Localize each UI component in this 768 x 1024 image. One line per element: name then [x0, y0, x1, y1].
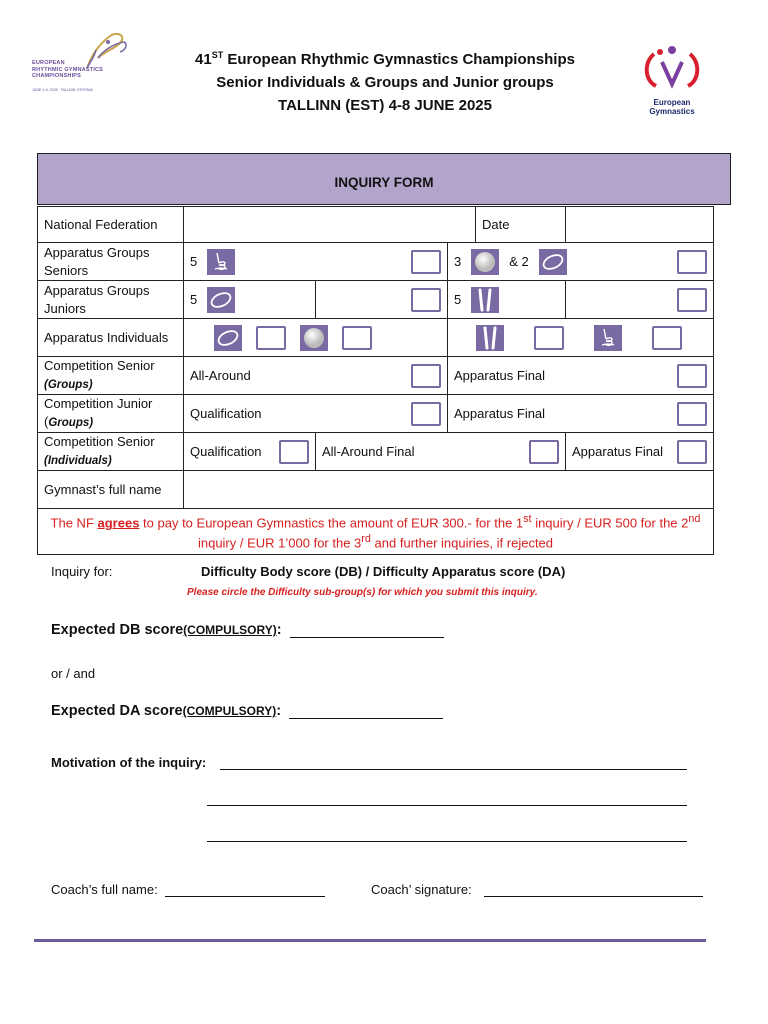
seniors-count-5: 5 [190, 254, 198, 269]
senior-individuals-apparatus-final-checkbox[interactable] [677, 440, 707, 464]
or-and-label: or / and [51, 666, 96, 681]
gymnast-full-name-field[interactable] [184, 471, 714, 509]
seniors-count-3: 3 [454, 254, 462, 269]
table-row [38, 357, 714, 395]
ribbon-icon [594, 325, 622, 351]
table-row [38, 243, 714, 281]
competition-senior-individuals-text: Competition Senior [44, 434, 155, 449]
fee-notice-row [38, 509, 714, 555]
date-field[interactable] [566, 207, 714, 243]
apparatus-groups-seniors-label: Apparatus Groups Seniors [38, 243, 184, 281]
competition-senior-groups-text: Competition Senior [44, 358, 155, 373]
seniors-ball-hoop-checkbox[interactable] [677, 250, 707, 274]
expected-db-label: Expected DB score [51, 622, 184, 638]
expected-da-row [51, 703, 443, 719]
coach-name-label: Coach’s full name: [51, 882, 158, 897]
junior-groups-paren: ( [44, 414, 49, 429]
clubs-icon [476, 325, 504, 351]
apparatus-individuals-label: Apparatus Individuals [38, 319, 184, 357]
apparatus-final-label: Apparatus Final [572, 444, 664, 459]
championships-logo-subtext: JUNE 4-8, 2025 · TALLINN, ESTONIA [32, 88, 93, 92]
hoop-icon [539, 249, 567, 275]
coach-signature-field[interactable] [484, 896, 703, 897]
qualification-label: Qualification [190, 444, 262, 459]
individuals-hoop-checkbox[interactable] [256, 326, 286, 350]
seniors-ribbon-checkbox[interactable] [411, 250, 441, 274]
expected-da-field[interactable] [289, 705, 443, 719]
table-row [38, 319, 714, 357]
individuals-tag: (Individuals) [44, 455, 112, 467]
gymnast-full-name-label: Gymnast’s full name [38, 471, 184, 509]
motivation-label: Motivation of the inquiry: [51, 755, 207, 770]
juniors-hoop-checkbox[interactable] [411, 288, 441, 312]
table-row [38, 471, 714, 509]
table-row [38, 281, 714, 319]
expected-db-row [51, 622, 444, 638]
date-label [476, 207, 566, 243]
fee-notice: The NF agrees to pay to European Gymnastics the amount of EUR 300.- for the 1st inquiry / EUR 500 for the 2nd inquiry / EUR 1’000 for the 3rd and further inquiries, if rejected [38, 509, 714, 555]
motivation-line-2[interactable] [207, 805, 687, 806]
qualification-label: Qualification [190, 406, 262, 421]
compulsory-tag: (COMPULSORY) [182, 704, 277, 718]
hoop-icon [214, 325, 242, 351]
ball-icon [471, 249, 499, 275]
senior-groups-apparatus-final-checkbox[interactable] [677, 364, 707, 388]
senior-groups-all-around-checkbox[interactable] [411, 364, 441, 388]
table-row [38, 395, 714, 433]
expected-db-field[interactable] [290, 624, 444, 638]
individuals-ball-checkbox[interactable] [342, 326, 372, 350]
apparatus-final-label: Apparatus Final [454, 368, 546, 383]
coach-name-field[interactable] [165, 896, 325, 897]
circle-note: Please circle the Difficulty sub-group(s) for which you submit this inquiry. [187, 587, 538, 598]
inquiry-table [37, 206, 714, 555]
junior-groups-qualification-checkbox[interactable] [411, 402, 441, 426]
groups-tag: (Groups) [44, 379, 93, 391]
juniors-clubs-checkbox[interactable] [677, 288, 707, 312]
inquiry-for-label: Inquiry for: [51, 564, 113, 579]
junior-groups-apparatus-final-checkbox[interactable] [677, 402, 707, 426]
national-federation-label: National Federation [38, 207, 184, 243]
motivation-line-3[interactable] [207, 841, 687, 842]
coach-signature-label: Coach’ signature: [371, 882, 472, 897]
european-gymnastics-logo [640, 40, 704, 120]
apparatus-groups-juniors-label: Apparatus Groups Juniors [38, 281, 184, 319]
competition-junior-groups-text: Competition Junior [44, 396, 153, 411]
expected-da-label: Expected DA score [51, 703, 183, 719]
competition-senior-individuals-label [38, 433, 184, 471]
european-gymnastics-logo-icon [640, 40, 704, 98]
juniors-count-5b: 5 [454, 292, 462, 307]
clubs-icon [471, 287, 499, 313]
colon: : [276, 703, 282, 719]
senior-individuals-all-around-final-checkbox[interactable] [529, 440, 559, 464]
inquiry-for-value: Difficulty Body score (DB) / Difficulty Apparatus score (DA) [201, 564, 566, 579]
footer-divider [34, 939, 706, 942]
colon: : [276, 622, 282, 638]
competition-senior-groups-label [38, 357, 184, 395]
table-row [38, 207, 714, 243]
all-around-final-label: All-Around Final [322, 444, 415, 459]
hoop-icon [207, 287, 235, 313]
european-gymnastics-logo-text: European Gymnastics [649, 98, 695, 116]
form-title: INQUIRY FORM [334, 175, 434, 190]
individuals-ribbon-checkbox[interactable] [652, 326, 682, 350]
championships-logo-text: EUROPEAN RHYTHMIC GYMNASTICS CHAMPIONSHIPS [32, 60, 104, 79]
ball-icon [300, 325, 328, 351]
all-around-label: All-Around [190, 368, 251, 383]
page-title: 41ST European Rhythmic Gymnastics Championships Senior Individuals & Groups and Junior groups TALLINN (EST) 4-8 JUNE 2025 [195, 50, 575, 114]
compulsory-tag: (COMPULSORY) [183, 623, 277, 637]
table-row [38, 433, 714, 471]
national-federation-field[interactable] [184, 207, 476, 243]
junior-groups-tag: Groups) [48, 417, 94, 429]
date-label-text: Date [482, 217, 510, 232]
ribbon-icon [207, 249, 235, 275]
competition-junior-groups-label [38, 395, 184, 433]
juniors-count-5a: 5 [190, 292, 198, 307]
senior-individuals-qualification-checkbox[interactable] [279, 440, 309, 464]
championships-logo [32, 30, 142, 100]
motivation-line-1[interactable] [220, 769, 687, 770]
seniors-count-2: & 2 [509, 254, 529, 269]
form-banner [37, 153, 731, 205]
individuals-clubs-checkbox[interactable] [534, 326, 564, 350]
apparatus-final-label: Apparatus Final [454, 406, 546, 421]
